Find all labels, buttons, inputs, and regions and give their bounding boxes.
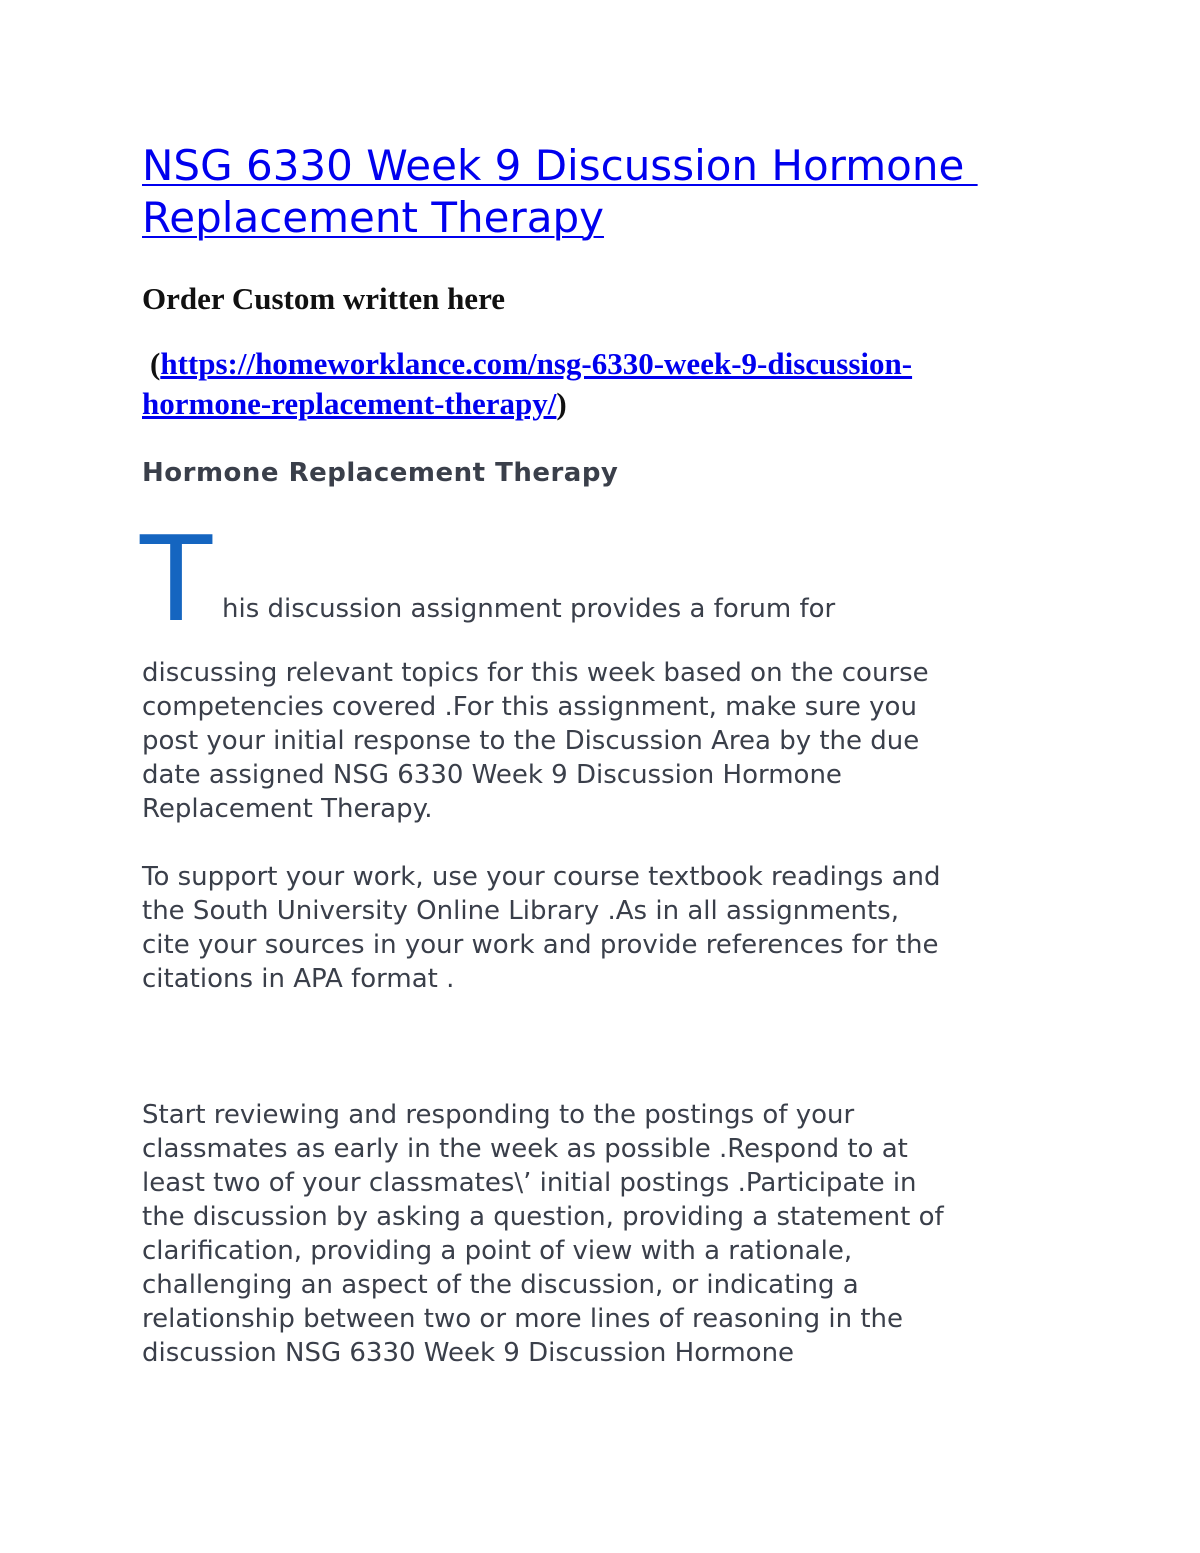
paragraph-3-line: Start reviewing and responding to the postings of your — [142, 1100, 855, 1130]
dropcap-block — [140, 510, 1072, 648]
paragraph-1-line: competencies covered .For this assignment, make sure you — [142, 692, 917, 722]
order-text: Order Custom written here — [142, 281, 506, 316]
url-close-paren: ) — [556, 386, 567, 421]
document-content — [142, 140, 1072, 1370]
paragraph-3-line: challenging an aspect of the discussion, or indicating a — [142, 1270, 859, 1300]
paragraph-3-line: clarification, providing a point of view with a rationale, — [142, 1236, 853, 1266]
paragraph-3 — [142, 1098, 1072, 1370]
order-url-link[interactable] — [142, 346, 912, 421]
paragraph-2-line: citations in APA format . — [142, 964, 455, 994]
dropcap-line-text: his discussion assignment provides a forum for — [222, 594, 836, 624]
title-line-1: NSG 6330 Week 9 Discussion Hormone — [142, 141, 978, 190]
paragraph-2-line: cite your sources in your work and provide references for the — [142, 930, 939, 960]
title-line-2: Replacement Therapy — [142, 193, 604, 242]
paragraph-3-line: discussion NSG 6330 Week 9 Discussion Hormone — [142, 1338, 795, 1368]
paragraph-3-line: classmates as early in the week as possible .Respond to at — [142, 1134, 908, 1164]
paragraph-1-line: Replacement Therapy. — [142, 794, 433, 824]
title-link[interactable] — [142, 140, 1072, 244]
paragraph-1-line: discussing relevant topics for this week based on the course — [142, 658, 929, 688]
paragraph-2-line: the South University Online Library .As in all assignments, — [142, 896, 899, 926]
paragraph-1 — [142, 656, 1072, 826]
paragraph-2-line: To support your work, use your course textbook readings and — [142, 862, 941, 892]
section-heading: Hormone Replacement Therapy — [142, 458, 619, 488]
paragraph-3-line: relationship between two or more lines of reasoning in the — [142, 1304, 904, 1334]
url-open-paren: ( — [150, 346, 161, 381]
paragraph-1-line: date assigned NSG 6330 Week 9 Discussion Hormone — [142, 760, 842, 790]
paragraph-3-line: least two of your classmates\’ initial postings .Participate in — [142, 1168, 917, 1198]
url-paragraph — [142, 344, 1072, 424]
paragraph-3-line: the discussion by asking a question, providing a statement of — [142, 1202, 944, 1232]
url-line-1: https://homeworklance.com/nsg-6330-week-9-discussion- — [160, 346, 913, 381]
paragraph-2 — [142, 860, 1072, 996]
url-line-2: hormone-replacement-therapy/ — [142, 386, 557, 421]
dropcap-letter: T — [140, 510, 213, 648]
paragraph-1-line: post your initial response to the Discussion Area by the due — [142, 726, 920, 756]
